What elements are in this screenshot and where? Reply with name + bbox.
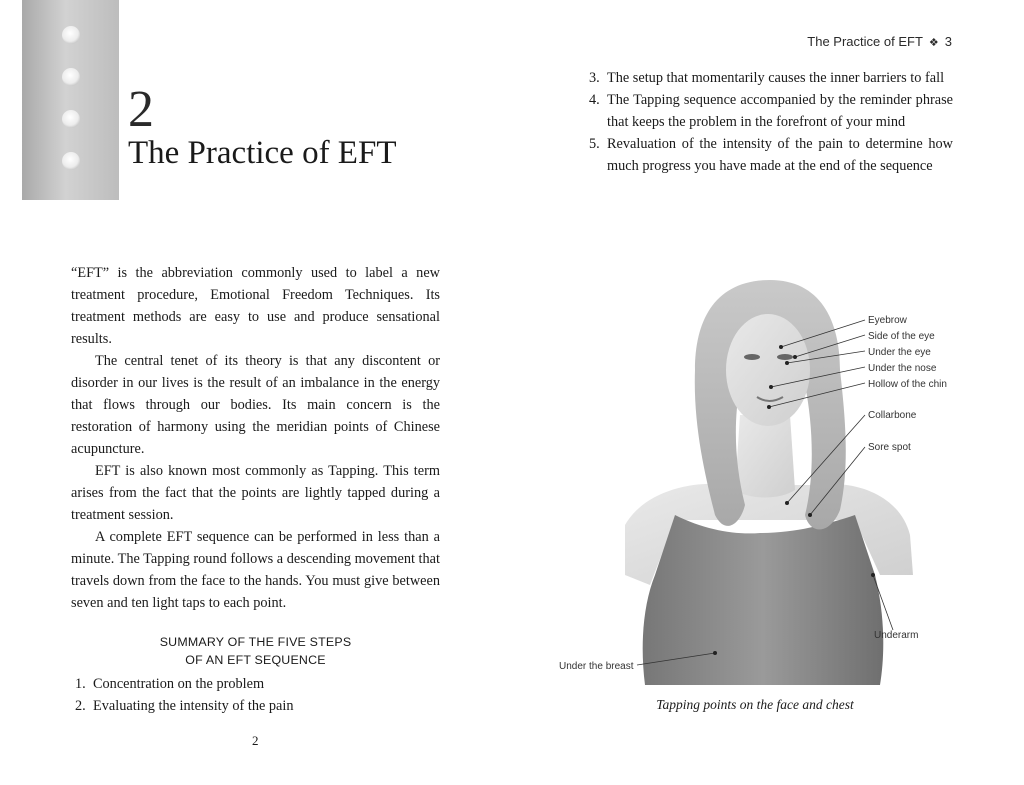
neck-shape	[735, 415, 795, 498]
diamond-icon: ❖	[928, 37, 939, 49]
tapping-points-figure	[555, 275, 955, 685]
step-text: Concentration on the problem	[93, 676, 265, 692]
eyebrow-label: Eyebrow	[868, 315, 907, 326]
figure-caption: Tapping points on the face and chest	[656, 697, 854, 712]
hollow-chin-point	[767, 405, 771, 409]
step-item	[585, 89, 953, 133]
decorative-dot-icon	[62, 152, 80, 170]
paragraph: “EFT” is the abbreviation commonly used to label a new treatment procedure, Emotional Freedom Techniques. Its treatment methods are easy to use and produce sensational results.	[71, 265, 440, 347]
hollow-chin-label: Hollow of the chin	[868, 379, 947, 390]
step-text: The setup that momentarily causes the inner barriers to fall	[607, 70, 945, 86]
left-eye-shape	[744, 354, 760, 360]
chapter-title: The Practice of EFT	[128, 135, 397, 171]
steps-list-right	[585, 67, 953, 177]
decorative-dot-icon	[62, 26, 80, 44]
summary-heading	[71, 633, 440, 669]
under-breast-point	[713, 651, 717, 655]
summary-heading-line: OF AN EFT SEQUENCE	[185, 653, 326, 667]
summary-heading-line: SUMMARY OF THE FIVE STEPS	[159, 635, 352, 649]
step-item	[585, 67, 953, 89]
face-shape	[726, 314, 810, 426]
left-page-number: 2	[252, 733, 259, 748]
step-text: Evaluating the intensity of the pain	[93, 698, 294, 714]
underarm-point	[871, 573, 875, 577]
eyebrow-point	[779, 345, 783, 349]
paragraph: EFT is also known most commonly as Tapping. This term arises from the fact that the points are lightly tapped during a treatment session.	[71, 463, 440, 523]
under-eye-label: Under the eye	[868, 347, 931, 358]
chapter-number: 2	[128, 81, 154, 138]
sore-spot-point	[808, 513, 812, 517]
tapping-points-illustration	[555, 275, 955, 685]
under-nose-label: Under the nose	[868, 363, 937, 374]
decorative-dot-icon	[62, 68, 80, 86]
under-breast-label: Under the breast	[559, 661, 634, 672]
step-item	[71, 673, 440, 695]
step-number: 2.	[75, 698, 86, 714]
paragraph: A complete EFT sequence can be performed in less than a minute. The Tapping round follows a descending movement that travels down from the face to the hands. You must give between seven and ten light taps to each point.	[71, 529, 440, 611]
under-eye-point	[785, 361, 789, 365]
running-head	[807, 34, 952, 49]
tank-top-shape	[643, 515, 884, 685]
decorative-dot-icon	[62, 110, 80, 128]
step-item	[585, 133, 953, 177]
left-page-body	[71, 262, 440, 614]
step-number: 4.	[589, 92, 600, 108]
side-eye-point	[793, 355, 797, 359]
sore-spot-label: Sore spot	[868, 442, 911, 453]
right-eye-shape	[777, 354, 793, 360]
running-head-title: The Practice of EFT	[807, 34, 923, 49]
step-number: 5.	[589, 136, 600, 152]
step-text: Revaluation of the intensity of the pain to determine how much progress you have made at the end of the sequence	[607, 136, 953, 174]
collarbone-point	[785, 501, 789, 505]
collarbone-label: Collarbone	[868, 410, 917, 421]
step-text: The Tapping sequence accompanied by the reminder phrase that keeps the problem in the forefront of your mind	[607, 92, 953, 130]
side-eye-label: Side of the eye	[868, 331, 935, 342]
step-item	[71, 695, 440, 717]
paragraph: The central tenet of its theory is that any discontent or disorder in our lives is the result of an imbalance in the energy that flows through our bodies. Its main concern is the restoration of harmony using the meridian points of Chinese acupuncture.	[71, 353, 440, 457]
step-number: 1.	[75, 676, 86, 692]
running-head-page-number: 3	[944, 34, 952, 49]
under-nose-point	[769, 385, 773, 389]
steps-list-left	[71, 673, 440, 717]
underarm-label: Underarm	[874, 630, 919, 641]
step-number: 3.	[589, 70, 600, 86]
